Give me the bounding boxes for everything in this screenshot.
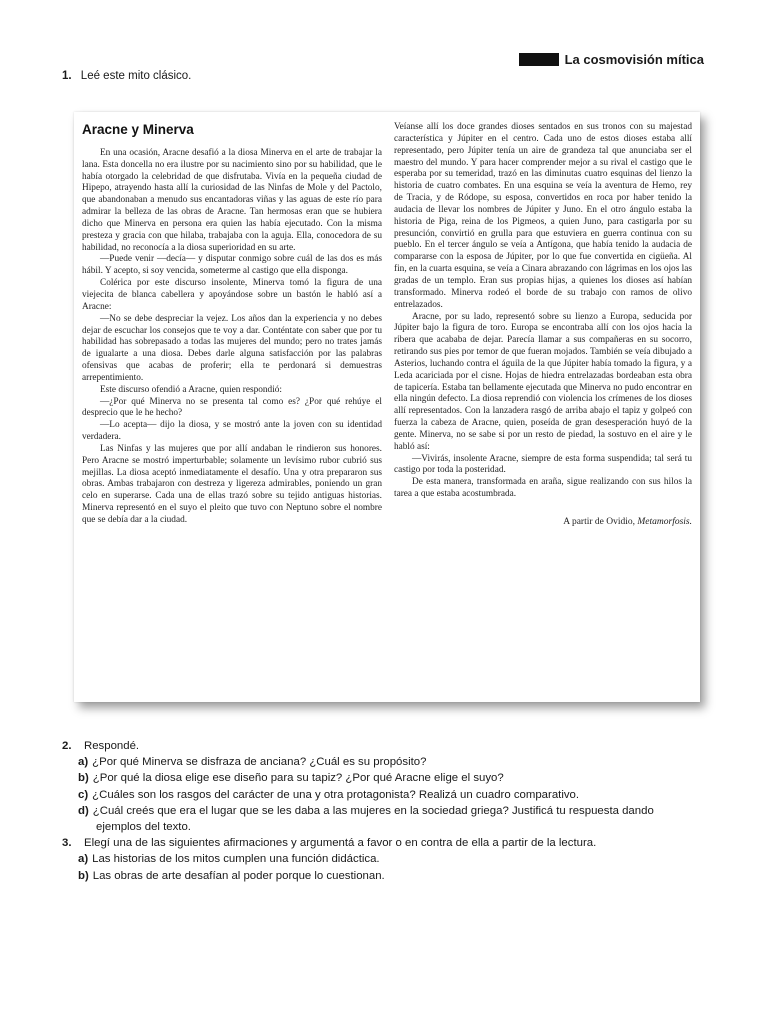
question-item — [62, 851, 712, 867]
story-source — [394, 517, 692, 529]
question-item — [62, 754, 712, 770]
activity-2 — [62, 738, 712, 754]
story-paragraph: —Vivirás, insolente Aracne, siempre de esta forma suspendida; tal será tu castigo por toda la posteridad. — [394, 453, 692, 476]
question-continuation: ejemplos del texto. — [96, 821, 191, 834]
questions-section — [62, 738, 712, 884]
story-paragraph: —¿Por qué Minerva no se presenta tal como es? ¿Por qué rehúye el desprecio que le he hecho? — [82, 396, 382, 419]
story-paragraph: Aracne, por su lado, representó sobre su lienzo a Europa, seducida por Júpiter bajo la figura de toro. Europa se encontraba allí con los ojos hacia la ribera que acababa de dejar. Parecía llamar a sus compañeras en su socorro, retirando sus pies por temor de que fueran mojados. También se veía dibujado a Asterios, luchando contra el águila de la que Júpiter había tomado la figura, y a Leda acariciada por el cisne. Hojas de hiedra entrelazadas bordeaban esta obra de tapicería. Estaba tan bellamente ejecutada que Minerva no pudo encontrar en ella ningún defecto. La diosa reprendió con violencia los crímenes de los dioses allí representados. Con la lanzadera rasgó de arriba abajo el tapiz y golpeó con fuerza la cabeza de Aracne, quien, poseída de gran desesperación huyó de la gente. Minerva, no se sabe si por un resto de piedad, la sostuvo en el aire y le habló así: — [394, 311, 692, 452]
question-text: ¿Cuál creés que era el lugar que se les daba a las mujeres en la sociedad griega? Justificá tu respuesta dando — [92, 804, 654, 817]
story-paragraph: De esta manera, transformada en araña, sigue realizando con sus hilos la tarea a que estaba acostumbrada. — [394, 477, 692, 500]
story-left-column — [82, 122, 382, 527]
question-letter: a) — [78, 756, 89, 769]
question-item — [62, 787, 712, 803]
header-black-bar — [519, 53, 559, 66]
story-paragraph: —Lo acepta— dijo la diosa, y se mostró ante la joven con su identidad verdadera. — [82, 420, 382, 443]
question-text: Las obras de arte desafían al poder porque lo cuestionan. — [92, 869, 385, 882]
question-item — [62, 868, 712, 884]
question-letter: a) — [78, 853, 89, 866]
section-header — [519, 52, 704, 67]
story-paragraph: En una ocasión, Aracne desafió a la diosa Minerva en el arte de trabajar la lana. Esta doncella no era ilustre por su nacimiento sino por su habilidad, que le había otorgado la celebridad de que disfrutaba. Vivía en la pequeña ciudad de Hipepo, atrayendo hasta allí la curiosidad de las Ninfas de Mole y del Pactolo, que abandonaban a menudo sus encantadoras viñas y las aguas de este río para admirar la belleza de las obras de Aracne. Tan hermosas eran que se hubiera dicho que Minerva en persona era quien las había ejecutado. Con la misma presteza y gracia con que hilaba, trabajaba con la aguja. Ella, conocedora de su habilidad, no reconocía a la diosa superioridad en su arte. — [82, 147, 382, 253]
section-title: La cosmovisión mítica — [564, 52, 704, 67]
story-paragraph: Veíanse allí los doce grandes dioses sentados en sus tronos con su majestad característica y Júpiter en el centro. Cada uno de estos dioses estaba allí representado, pero Júpiter tenía un aire de grandeza tal que anunciaba ser el maestro del mundo. Y para hacer comprender mejor a su rival el castigo que le esperaba por su temeridad, trazó en las diminutas cuatro esquinas del lienzo la historia de cuatro combates. En una esquina se veía la aventura de Hemo, rey de Tracia, y de Ródope, su esposa, convertidos en roca por haber tenido la audacia de llevar los nombres de Júpiter y Juno. En el otro ángulo estaba la historia de Piga, reina de los Pigmeos, a quien Juno, para castigarla por su presunción, convirtió en grulla para que estuviera en guerra continua con su pueblo. En el tercer ángulo se veía a Antígona, que había tenido la audacia de compararse con la esposa de Júpiter, por lo que fue convertida en cigüeña. Al fin, en la cuarta esquina, se veía a Cinara abrazando con lágrimas en los ojos las gradas de un templo. Eran sus propias hijas, a quienes los dioses así habían transformado. Minerva rodeó el borde de su trabajo con ramos de olivo entrelazados. — [394, 122, 692, 310]
question-text: Las historias de los mitos cumplen una función didáctica. — [92, 853, 380, 866]
question-letter: c) — [78, 788, 89, 801]
activity-1 — [62, 70, 191, 82]
activity-3 — [62, 835, 712, 851]
question-text: ¿Por qué Minerva se disfraza de anciana? ¿Cuál es su propósito? — [92, 756, 427, 769]
story-paragraph: —No se debe despreciar la vejez. Los años dan la experiencia y no debes dejar de escuchar los consejos que te voy a dar. Conténtate con saber que por tu habilidad has sobrepasado a todas las mujeres del mundo; pero no trates jamás de igualarte a una diosa. Debes darle alguna satisfacción por las palabras ofensivas que acabas de proferir; ella te perdonará si demuestras arrepentimiento. — [82, 313, 382, 383]
question-text: ¿Por qué la diosa elige ese diseño para su tapiz? ¿Por qué Aracne elige el suyo? — [92, 772, 504, 785]
activity-1-number: 1. — [62, 70, 72, 82]
story-paragraph: Colérica por este discurso insolente, Minerva tomó la figura de una viejecita de blanca cabellera y apoyándose sobre un bastón le habló así a Aracne: — [82, 278, 382, 312]
story-paragraph: Este discurso ofendió a Aracne, quien respondió: — [100, 384, 283, 395]
activity-1-instruction: Leé este mito clásico. — [80, 70, 192, 82]
story-right-column — [394, 122, 692, 529]
activity-3-number: 3. — [62, 837, 72, 850]
story-paragraph: —Puede venir —decía— y disputar conmigo sobre cuál de las dos es más hábil. Y acepto, si soy vencida, someterme al castigo que ella disponga. — [82, 254, 382, 277]
source-prefix: A partir de Ovidio, — [563, 517, 638, 527]
activity-3-instruction: Elegí una de las siguientes afirmaciones y argumentá a favor o en contra de ella a partir de la lectura. — [84, 837, 597, 850]
activity-2-instruction: Respondé. — [84, 740, 140, 752]
story-card — [74, 112, 700, 702]
question-letter: b) — [78, 772, 89, 785]
question-text: ¿Cuáles son los rasgos del carácter de una y otra protagonista? Realizá un cuadro comparativo. — [92, 788, 580, 801]
activity-2-number: 2. — [62, 740, 72, 752]
question-item — [62, 770, 712, 786]
question-letter: b) — [78, 869, 89, 882]
question-letter: d) — [78, 804, 89, 817]
question-item — [62, 803, 712, 819]
story-paragraph: Las Ninfas y las mujeres que por allí andaban le rindieron sus honores. Pero Aracne se mostró imperturbable; solamente un levísimo rubor cubrió sus mejillas. La diosa aceptó inmediatamente el desafío. Una y otra prepararon sus obras. Ambas trabajaron con destreza y ligereza admirables, poniendo un gran celo en superarse. Cada una de ellas trazó sobre su tejido antiguas historias. Minerva representó en el suyo el pleito que tuvo con Neptuno sobre el nombre que se debía dar a la ciudad. — [82, 443, 382, 525]
story-title: Aracne y Minerva — [82, 122, 194, 137]
source-work: Metamorfosis. — [637, 517, 692, 527]
